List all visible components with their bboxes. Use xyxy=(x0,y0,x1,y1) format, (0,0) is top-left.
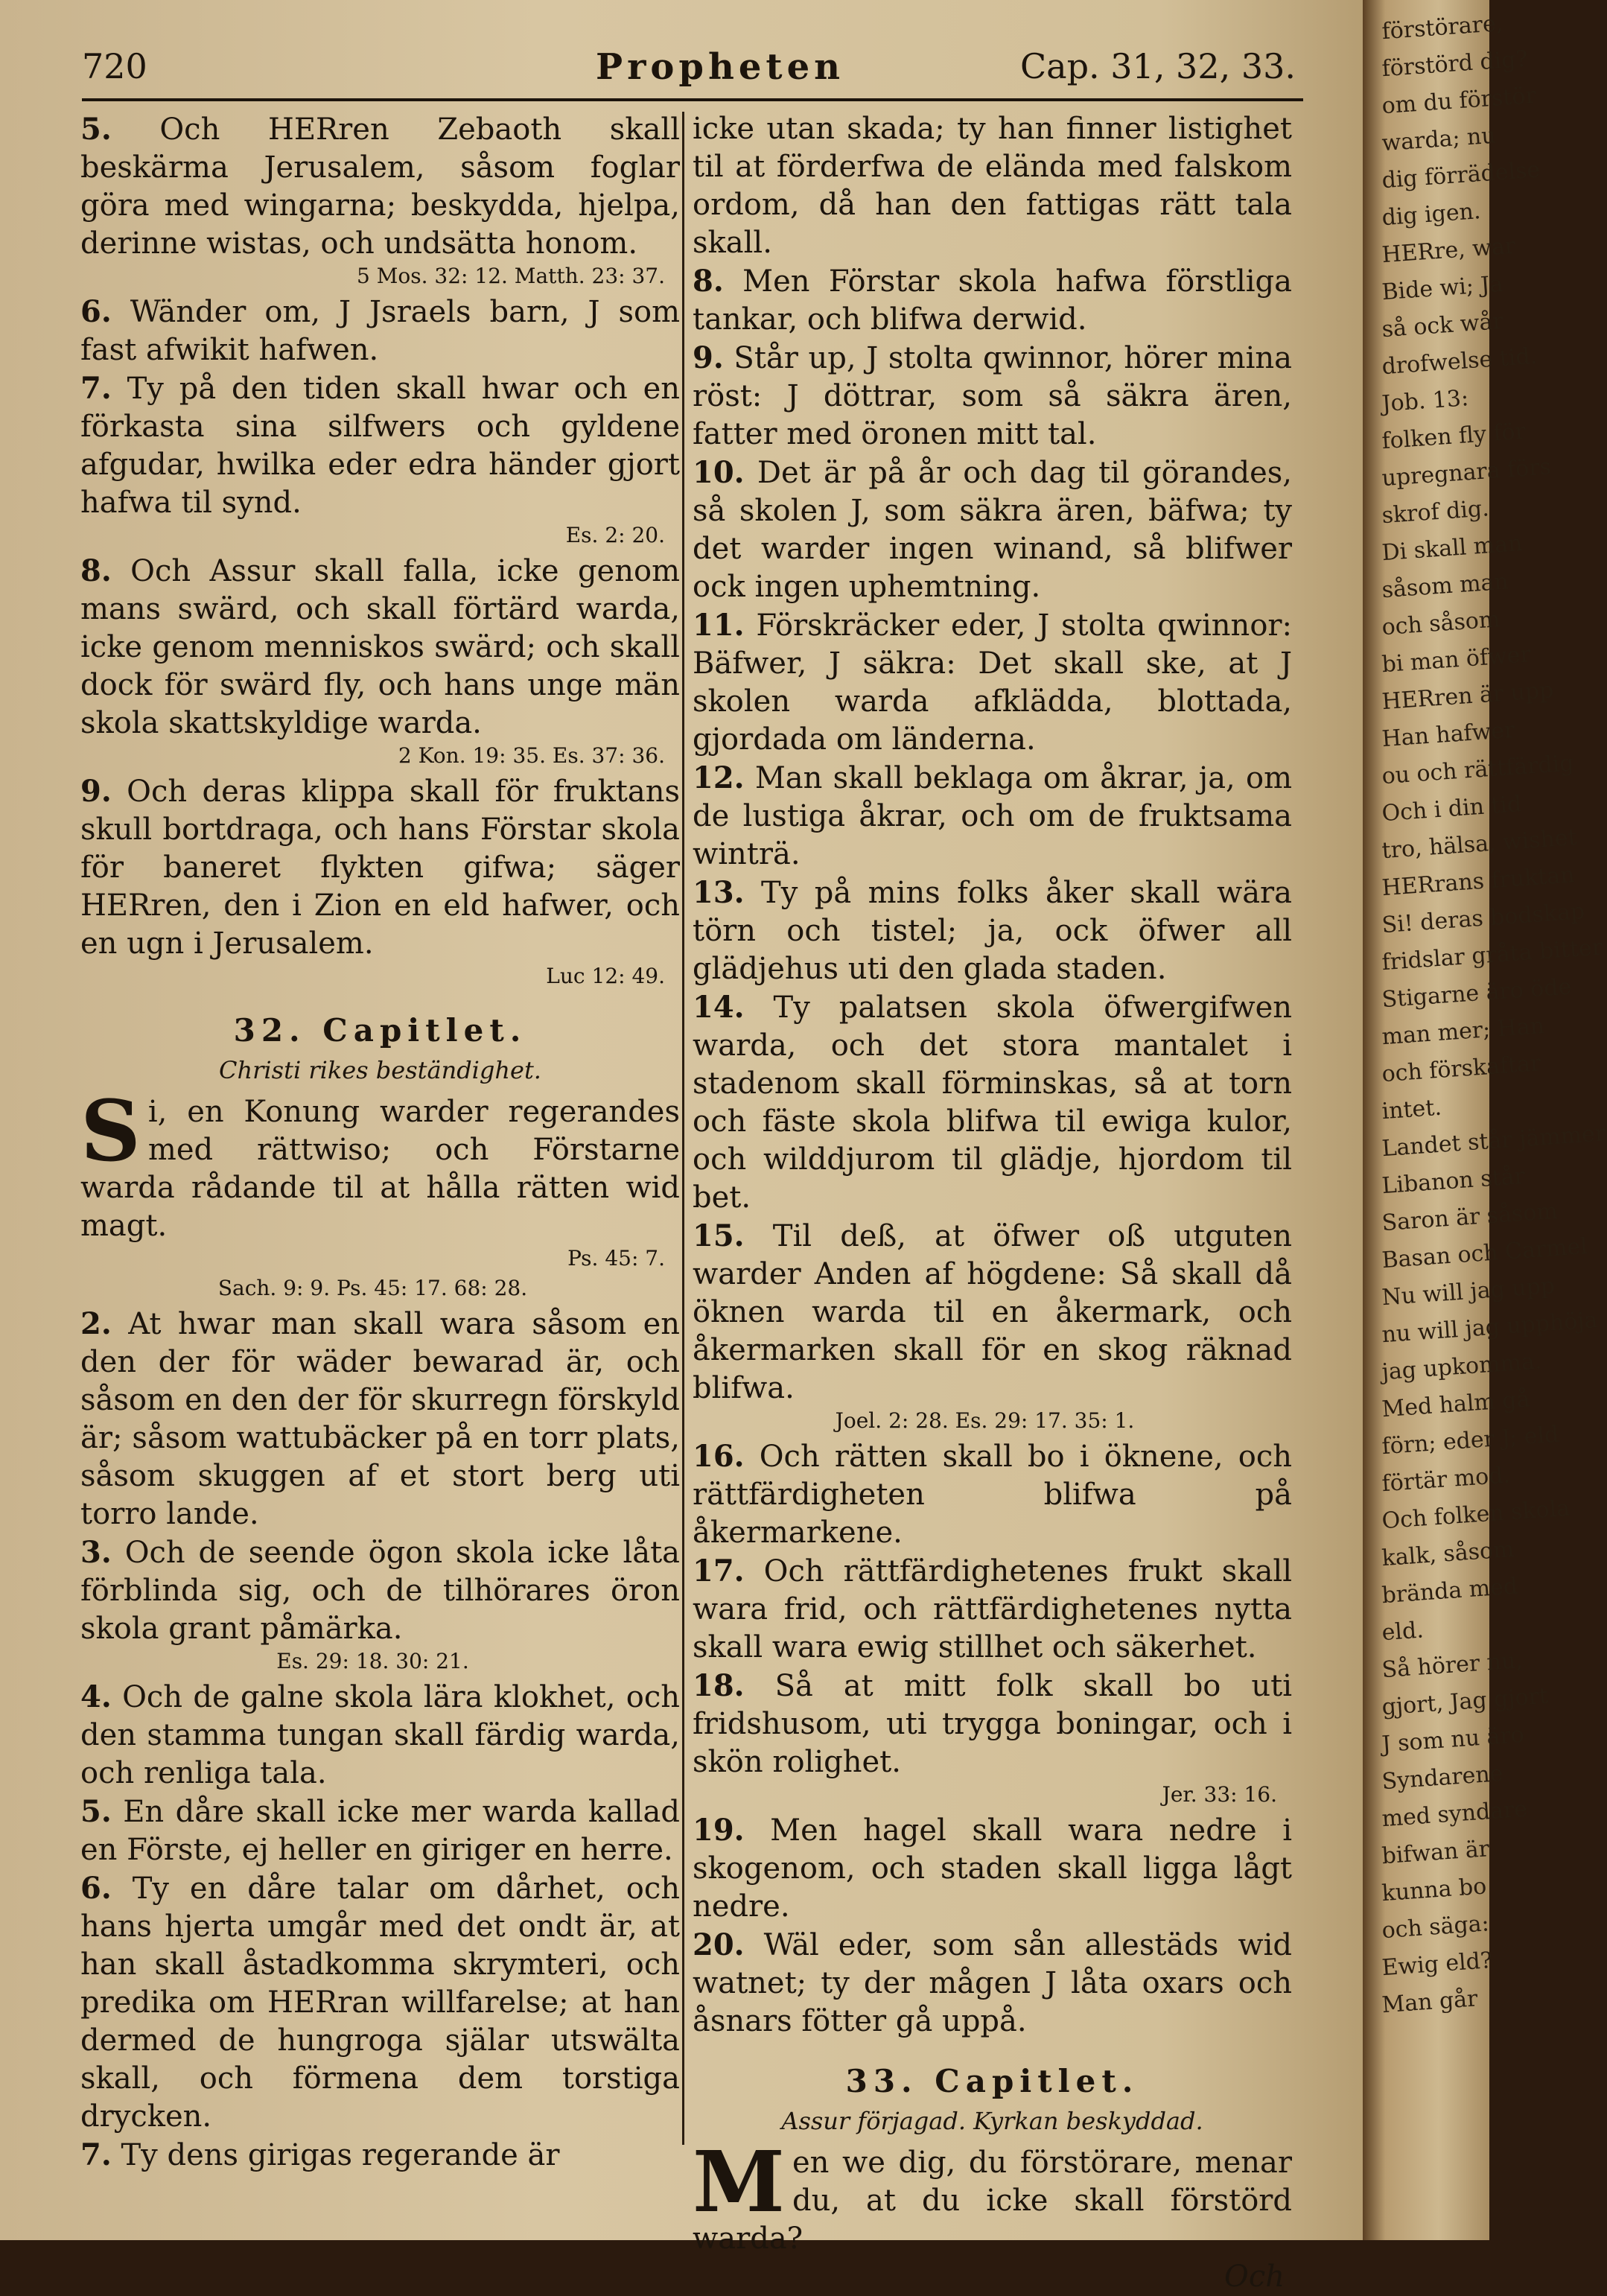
facing-page-line: fridslar gråta bitter xyxy=(1381,934,1604,976)
verse-32-13: 13. Ty på mins folks åker skall wära törn och tistel; ja, ock öfwer all glädjehus uti den glada staden. xyxy=(693,875,1293,986)
verse-32-1: Si, en Konung warder regerandes med rättwiso; och Förstarne warda rådande til at hålla rätten wid magt. xyxy=(80,1083,680,1243)
verse-31-8: 8. Och Assur skall falla, icke genom mans swärd, och skall förtärd warda, icke genom menniskos swärd; och skall dock för swärd fly, och hans unge män skola skattskyldige warda. xyxy=(80,553,681,740)
cross-reference: Es. 2: 20. xyxy=(565,523,665,547)
facing-page-line: förn; eder J; eld xyxy=(1381,1421,1560,1460)
verse-31-7: 7. Ty på den tiden skall hwar och en förkasta sina silfwers och gyldene afgudar, hwilka eder edra händer gjort hafwa til synd. xyxy=(80,371,680,520)
facing-page-line: Med halm gå xyxy=(1381,1386,1531,1423)
verse-33-1: Men we dig, du förstörare, menar du, at du icke skall förstörd warda? xyxy=(693,2134,1292,2256)
verse-32-19: 19. Men hagel skall wara nedre i skogenom, och staden skall ligga lågt nedre. xyxy=(693,1813,1292,1924)
facing-page-line: förtär mod. xyxy=(1381,1462,1512,1498)
facing-page-line: HERrans fruktan xyxy=(1381,862,1576,902)
facing-page-line: upregnara förs xyxy=(1381,454,1553,492)
cross-reference: Jer. 33: 16. xyxy=(1162,1782,1277,1807)
verse-31-6: 6. Wänder om, J Jsraels barn, J som fast afwikit hafwen. xyxy=(80,294,681,367)
facing-page-line: drofwelse tid. xyxy=(1381,343,1538,381)
chapter-33-summary: Assur förjagad. Kyrkan beskyddad. xyxy=(781,2107,1203,2135)
facing-page-edge xyxy=(1363,0,1607,2240)
facing-page-line: och förskaftar xyxy=(1381,1050,1542,1088)
verse-32-18: 18. Så at mitt folk skall bo uti fridshusom, uti trygga boningar, och i skön rolighet. xyxy=(693,1668,1293,1779)
drop-cap: S xyxy=(80,1083,141,1180)
facing-page-line: och såsom xyxy=(1381,606,1501,641)
verse-32-7: 7. Ty dens girigas regerande är xyxy=(80,2137,560,2172)
facing-page-line: HERre, war xyxy=(1381,232,1517,269)
column-divider xyxy=(682,112,684,2145)
verse-32-14: 14. Ty palatsen skola öfwergifwen warda, och det stora mantalet i stadenom skall förminskas, så at torn och fäste skola blifwa til ewiga kulor, och wilddjurom til glädje, hjordom til bet. xyxy=(693,990,1292,1215)
facing-page-line: brända med xyxy=(1381,1573,1519,1609)
facing-page-line: intet. xyxy=(1381,1094,1443,1125)
facing-page-line: om du förstör xyxy=(1381,82,1537,120)
facing-page-line: jag upkomma. xyxy=(1381,1348,1543,1386)
verse-32-4: 4. Och de galne skola lära klokhet, och den stamma tungan skall färdig warda, och renliga tala. xyxy=(80,1679,680,1790)
facing-page-line: man mer; Han xyxy=(1381,1013,1546,1051)
cross-reference: 2 Kon. 19: 35. Es. 37: 36. xyxy=(398,743,665,768)
verse-32-17: 17. Och rättfärdighetenes frukt skall wara frid, och rättfärdighetenes nytta skall wara ewig stillhet och säkerhet. xyxy=(693,1554,1292,1664)
catchword: Och xyxy=(1224,2260,1285,2294)
facing-page-line: såsom man xyxy=(1381,568,1509,604)
facing-page-line: tro, hälsa, wishet xyxy=(1381,824,1578,865)
verse-32-6: 6. Ty en dåre talar om dårhet, och hans hjerta umgår med det ondt är, at han skall åstadkomma skrymteri, och predika om HERran willfarelse; at han dermed de hungroga själar utswälta skall, och förmena dem torstiga drycken. xyxy=(80,1871,680,2134)
verse-32-15: 15. Til deß, at öfwer oß utguten warder Anden af högdene: Så skall då öknen warda til en åkermark, och åkermarken skall för en skog räknad blifwa. xyxy=(693,1218,1293,1405)
cross-reference: Es. 29: 18. 30: 21. xyxy=(276,1649,469,1673)
facing-page-line: Stigarne äro öde xyxy=(1381,973,1573,1014)
facing-page-line: Syndarene xyxy=(1381,1760,1504,1796)
verse-31-9: 9. Och deras klippa skall för fruktans skull bortdraga, och hans Förstar skola för baneret flykten gifwa; säger HERren, den i Zion en eld hafwer, och en ugn i Jerusalem. xyxy=(80,774,681,961)
facing-page-line: förstörd dig? xyxy=(1381,45,1529,83)
facing-page-line: kunna bo xyxy=(1381,1873,1488,1907)
chapter-33-heading: 33. Capitlet. xyxy=(845,2063,1139,2099)
facing-page-line: Ewig eld? xyxy=(1381,1947,1494,1982)
verse-32-20: 20. Wäl eder, som sån allestäds wid watnet; ty der mågen J låta oxars och åsnars fötter gå uppå. xyxy=(693,1927,1293,2038)
facing-page-line: bifwan är xyxy=(1381,1836,1491,1870)
facing-page-line: Landet står jämmer xyxy=(1381,1120,1607,1163)
facing-page-line: HERren är upp xyxy=(1381,677,1555,716)
facing-page-line: gjort, Jag gjort xyxy=(1381,1682,1549,1721)
verse-32-10: 10. Det är på år och dag til görandes, så skolen J, som säkra ären, bäfwa; ty det warder ingen winand, så blifwer ock ingen uphemtning. xyxy=(693,455,1292,604)
facing-page-line: eld. xyxy=(1381,1617,1425,1647)
cross-reference: Ps. 45: 7. xyxy=(567,1246,665,1271)
verse-32-8: 8. Men Förstar skola hafwa förstliga tankar, och blifwa derwid. xyxy=(693,264,1292,337)
facing-page-line: Han hafwer xyxy=(1381,716,1516,753)
right-column xyxy=(693,110,1293,2294)
verse-32-12: 12. Man skall beklaga om åkrar, ja, om de lustiga åkrar, och om de fruktsama winträ. xyxy=(693,760,1293,871)
facing-page-line: Saron är såsom xyxy=(1381,1198,1559,1237)
facing-page-line: ou och rättfärdig xyxy=(1381,750,1575,790)
left-column xyxy=(80,110,680,2225)
verse-32-5: 5. En dåre skall icke mer warda kallad en Förste, ej heller en giriger en herre. xyxy=(80,1794,681,1867)
facing-page-line: så ock wår xyxy=(1381,308,1504,343)
facing-page-line: Så hörer nu, xyxy=(1381,1647,1524,1684)
facing-page-line: med syndare xyxy=(1381,1796,1529,1833)
cross-reference: Sach. 9: 9. Ps. 45: 17. 68: 28. xyxy=(217,1276,528,1300)
chapter-32-summary: Christi rikes beständighet. xyxy=(219,1056,541,1084)
facing-page-line: skrof dig. xyxy=(1381,495,1490,530)
facing-page-line: och säga: xyxy=(1381,1910,1490,1944)
facing-page-line: warda; nu xyxy=(1381,122,1497,157)
facing-page-line: Nu will jag upp xyxy=(1381,1273,1556,1311)
facing-page-line: bi man öfwer xyxy=(1381,641,1532,678)
verse-32-11: 11. Förskräcker eder, J stolta qwinnor: Bäfwer, J säkra: Det skall ske, at J skolen warda afklädda, blottada, gjordada om länderna. xyxy=(693,608,1292,757)
verse-32-9: 9. Står up, J stolta qwinnor, hörer mina röst: J döttrar, som så säkra ären, fatter med öronen mitt tal. xyxy=(693,340,1293,451)
verse-31-5: 5. Och HERren Zebaoth skall beskärma Jerusalem, såsom foglar göra med wingarna; beskydda, hjelpa, derinne wistas, och undsätta honom. xyxy=(80,112,680,261)
verse-32-2: 2. At hwar man skall wara såsom en den der för wäder bewarad är, och såsom en den der för skurregn förskyld är; såsom wattubäcker på en torr plats, såsom skuggen af et stort berg uti torro lande. xyxy=(80,1306,681,1531)
page-number: 720 xyxy=(82,46,147,86)
facing-page-line: Di skall man xyxy=(1381,530,1524,567)
verse-32-7-continued: icke utan skada; ty han finner listighet til at förderfwa de elända med falskom ordom, då han den fattigas rätt tala skall. xyxy=(693,112,1292,260)
facing-page-line: Job. 13: xyxy=(1381,385,1470,418)
facing-page-line: Man går xyxy=(1381,1985,1479,2019)
facing-page-line: Och folken skola xyxy=(1381,1495,1571,1535)
chapter-32-heading: 32. Capitlet. xyxy=(233,1012,527,1049)
facing-page-line: förstörare, xyxy=(1381,10,1504,45)
facing-page-line: kalk, såsom xyxy=(1381,1536,1515,1572)
facing-page-line: Bide wi; Ja xyxy=(1381,270,1504,306)
facing-page-line: dig förrädelse xyxy=(1381,156,1541,194)
drop-cap: M xyxy=(693,2134,785,2231)
facing-page-line: Och i din tid xyxy=(1381,791,1523,827)
facing-page-line: folken fly för xyxy=(1381,418,1527,455)
cross-reference: Luc 12: 49. xyxy=(546,964,665,988)
facing-page-line: dig igen. xyxy=(1381,198,1482,232)
chapter-range: Cap. 31, 32, 33. xyxy=(1019,46,1296,86)
facing-page-line: Libanon står xyxy=(1381,1163,1526,1200)
verse-32-3: 3. Och de seende ögon skola icke låta förblinda sig, och de tilhörares öron skola grant påmärka. xyxy=(80,1535,681,1646)
cross-reference: Joel. 2: 28. Es. 29: 17. 35: 1. xyxy=(835,1408,1135,1433)
facing-page-line: Si! deras bodskap xyxy=(1381,898,1586,939)
page-header xyxy=(82,46,1303,101)
cross-reference: 5 Mos. 32: 12. Matth. 23: 37. xyxy=(357,264,665,288)
facing-page-line: J som nu äro xyxy=(1381,1721,1525,1758)
running-title: Propheten xyxy=(596,46,845,88)
facing-page-line: nu will jag upphöja xyxy=(1381,1307,1599,1349)
verse-32-16: 16. Och rätten skall bo i öknene, och rättfärdigheten blifwa på åkermarkene. xyxy=(693,1439,1292,1550)
facing-page-line: Basan och Carmel xyxy=(1381,1233,1588,1274)
